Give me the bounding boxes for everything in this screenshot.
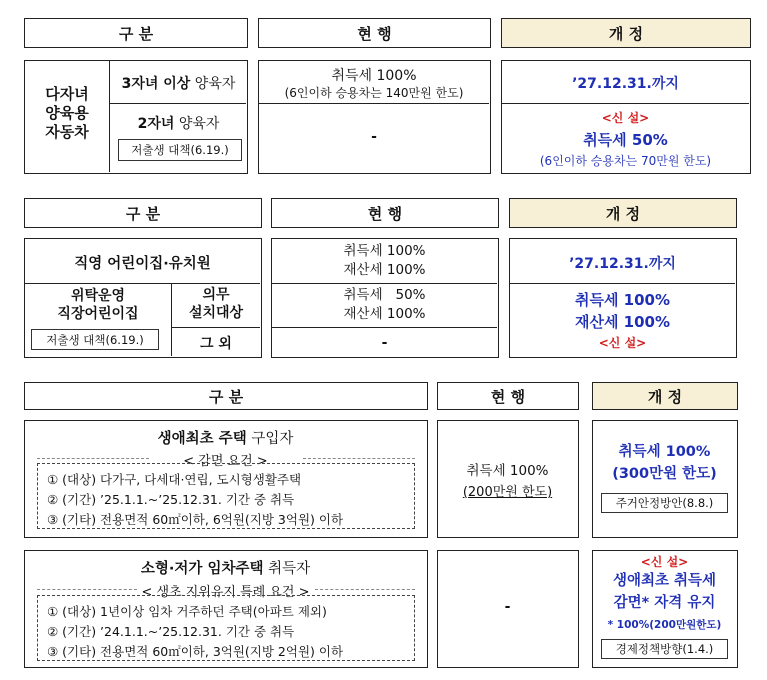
- t2-header-revised: 개 정: [509, 198, 737, 228]
- t1-category-hline: [109, 103, 246, 104]
- t3-row2-category-box: [24, 550, 428, 668]
- t1-header-current: 현 행: [258, 18, 491, 48]
- t3-row1-revised-tag: 주거안정방안(8.8.): [601, 493, 728, 513]
- t1-row2-tag: 저출생 대책(6.19.): [118, 139, 242, 161]
- t2-category-box: [24, 238, 262, 358]
- t1-category-vline: [109, 61, 110, 172]
- t3-header-revised: 개 정: [592, 382, 738, 410]
- t2-revised-row1: ’27.12.31.까지: [569, 256, 676, 272]
- t3-row2-revised-main: 생애최초 취득세 감면* 자격 유지: [612, 573, 717, 611]
- t1-header-revised: 개 정: [501, 18, 751, 48]
- t2-header-category: 구 분: [24, 198, 262, 228]
- t1-current-box: [258, 60, 491, 174]
- t2-row2-tag: 저출생 대책(6.19.): [31, 329, 159, 350]
- t3-row2-revised-box: [592, 550, 738, 668]
- t2-current-box: [271, 238, 499, 358]
- t2-header-current: 현 행: [271, 198, 499, 228]
- t1-header-category: 구 분: [24, 18, 248, 48]
- t2-current-sub1: 취득세 50% 재산세 100%: [343, 287, 426, 322]
- t2-current-row1: 취득세 100% 재산세 100%: [343, 243, 426, 278]
- t1-revised-note: (6인이하 승용차는 70만원 한도): [539, 154, 712, 168]
- t1-current-hline: [259, 103, 489, 104]
- t2-current-sub2: -: [381, 335, 388, 351]
- t3-row1-sub: < 감면 요건 >: [183, 454, 268, 469]
- t1-revised-row1: ’27.12.31.까지: [572, 76, 679, 92]
- t3-row2-item: ③ (기타) 전용면적 60㎡이하, 3억원(지방 2억원) 이하: [47, 644, 344, 659]
- t3-row1-item: ② (기간) ’25.1.1.~’25.12.31. 기간 중 취득: [47, 492, 295, 507]
- t2-revised-tax: 취득세 100% 재산세 100%: [574, 291, 671, 331]
- t3-row1-item: ① (대상) 다가구, 다세대·연립, 도시형생활주택: [47, 472, 302, 487]
- t2-category-hline2: [171, 327, 260, 328]
- t3-row2-title: 소형·저가 임차주택 취득자: [140, 561, 311, 577]
- t3-row1-revised-box: [592, 420, 738, 538]
- t1-revised-tax: 취득세 50%: [583, 131, 668, 149]
- t2-revised-hline: [510, 283, 735, 284]
- t2-sub1-label: 의무 설치대상: [188, 287, 244, 321]
- t3-row2-revised-note: * 100%(200만원한도): [607, 619, 722, 631]
- t1-group-label: 다자녀 양육용 자동차: [45, 85, 89, 141]
- t1-revised-new: <신 설>: [601, 111, 650, 125]
- t1-row1-label: 3자녀 이상 양육자: [121, 76, 236, 92]
- t1-row2-label: 2자녀 양육자: [137, 116, 220, 132]
- t3-row1-current-line2: [438, 481, 577, 500]
- t3-row1-current-line1: 취득세 100%: [466, 463, 549, 479]
- t2-revised-new: <신 설>: [598, 336, 647, 350]
- t1-current-row1-line1: 취득세 100%: [331, 68, 417, 84]
- t2-row1-label: 직영 어린이집·유치원: [74, 256, 211, 272]
- t3-row2-item: ② (기간) ’24.1.1.~’25.12.31. 기간 중 취득: [47, 624, 295, 639]
- t1-category-box: [24, 60, 248, 174]
- t2-row2-label: 위탁운영 직장어린이집: [57, 288, 139, 322]
- t3-row2-current-box: [437, 550, 579, 668]
- t2-current-hline2: [272, 327, 497, 328]
- t3-row1-item: ③ (기타) 전용면적 60㎡이하, 6억원(지방 3억원) 이하: [47, 512, 344, 527]
- t3-row1-revised-text: 취득세 100% (300만원 한도): [612, 444, 717, 482]
- t1-current-row1-line2: (6인이하 승용차는 140만원 한도): [284, 86, 464, 100]
- t1-revised-hline: [502, 103, 749, 104]
- t2-category-hline1: [25, 283, 260, 284]
- t3-row2-sub: < 생초 지위유지 특례 요건 >: [141, 585, 310, 600]
- t3-header-current: 현 행: [437, 382, 579, 410]
- t1-revised-box: [501, 60, 751, 174]
- t3-row2-current: -: [504, 599, 511, 615]
- t3-row1-title: 생애최초 주택 구입자: [157, 431, 294, 447]
- t3-row1-current-limit: (200만원 한도): [462, 485, 553, 500]
- t3-header-category: 구 분: [24, 382, 428, 410]
- t3-row1-category-box: [24, 420, 428, 538]
- t2-sub2-label: 그 외: [200, 336, 232, 352]
- t3-row2-revised-new: <신 설>: [640, 555, 689, 569]
- t1-current-row2: -: [371, 129, 377, 145]
- t2-revised-box: [509, 238, 737, 358]
- t3-row2-revised-tag: 경제정책방향(1.4.): [601, 639, 728, 659]
- t2-current-hline1: [272, 283, 497, 284]
- t3-row2-item: ① (대상) 1년이상 임차 거주하던 주택(아파트 제외): [47, 604, 327, 619]
- t3-row1-current-box: [437, 420, 579, 538]
